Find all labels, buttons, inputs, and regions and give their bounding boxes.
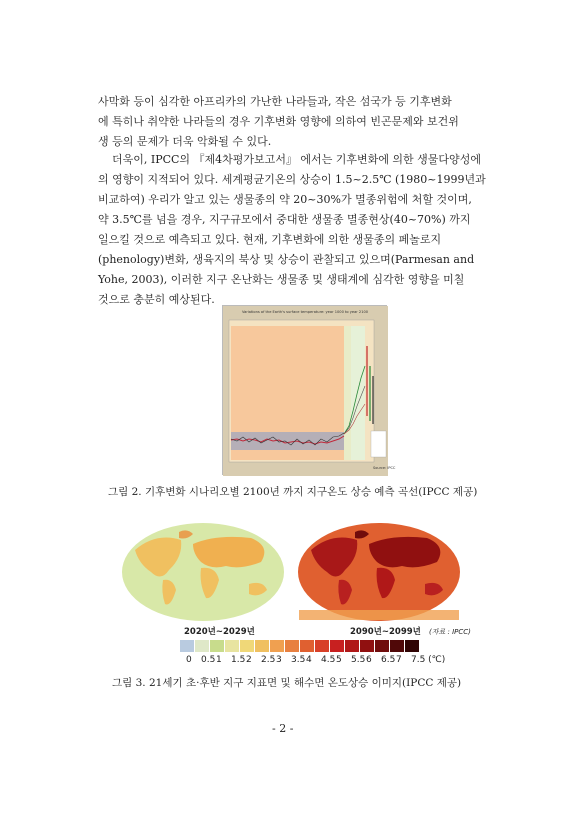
text-line: 생 등의 문제가 더욱 악화될 수 있다.	[98, 135, 272, 148]
legend-tick-label: 3.5	[291, 655, 306, 665]
legend-swatch	[180, 640, 194, 652]
text-line: 의 영향이 지적되어 있다. 세계평균기온의 상승이 1.5~2.5℃ (1980~1999년과	[98, 173, 486, 186]
legend-tick-label: 0	[186, 655, 192, 665]
legend-swatch	[210, 640, 224, 652]
temperature-chart-image	[223, 306, 396, 476]
paragraph-2	[98, 150, 490, 310]
text-line: 것으로 충분히 예상된다.	[98, 293, 215, 306]
legend-swatch	[255, 640, 269, 652]
legend-tick-label: 4	[306, 655, 312, 665]
legend-swatch	[270, 640, 284, 652]
text-line: 일으킬 것으로 예측되고 있다. 현재, 기후변화에 의한 생물종의 페놀로지	[98, 233, 442, 246]
legend-tick-label: 1	[216, 655, 222, 665]
legend-tick-label: 2	[246, 655, 252, 665]
page-number: - 2 -	[272, 722, 294, 735]
figure-3-caption: 그림 3. 21세기 초·후반 지구 지표면 및 해수면 온도상승 이미지(IPCC 제공)	[112, 677, 462, 689]
paragraph-1	[98, 92, 490, 152]
legend-tick-label: 0.5	[201, 655, 216, 665]
legend-tick-label: 2.5	[261, 655, 276, 665]
figure-2-caption: 그림 2. 기후변화 시나리오별 2100년 까지 지구온도 상승 예측 곡선(IPCC 제공)	[108, 486, 478, 498]
text-line: 사막화 등이 심각한 아프리카의 가난한 나라들과, 작은 섬국가 등 기후변화	[98, 95, 452, 108]
map-image-2020s	[121, 522, 286, 622]
legend-swatch	[315, 640, 329, 652]
legend-tick-label: 7.5 (℃)	[411, 655, 446, 665]
text-line: Yohe, 2003), 이러한 지구 온난화는 생물종 및 생태계에 심각한 영향을 미칠	[98, 273, 465, 286]
text-line: 비교하여) 우리가 알고 있는 생물종의 약 20~30%가 멸종위험에 처할 것이며,	[98, 193, 472, 206]
text-line: (phenology)변화, 생육지의 북상 및 상승이 관찰되고 있으며(Parmesan and	[98, 253, 475, 266]
legend-tick-label: 3	[276, 655, 282, 665]
legend-swatch	[330, 640, 344, 652]
temperature-chart-figure	[222, 305, 396, 475]
legend-swatch	[225, 640, 239, 652]
map-source: (자료 : IPCC)	[429, 628, 471, 636]
legend-swatch	[360, 640, 374, 652]
legend-swatch	[405, 640, 419, 652]
legend-tick-label: 1.5	[231, 655, 246, 665]
text-line: 에 특히나 취약한 나라들의 경우 기후변화 영향에 의하여 빈곤문제와 보건위	[98, 115, 459, 128]
legend-tick-label: 5.5	[351, 655, 366, 665]
legend-tick-label: 6	[366, 655, 372, 665]
text-line: 약 3.5℃를 넘을 경우, 지구규모에서 중대한 생물종 멸종현상(40~70%) 까지	[98, 213, 471, 226]
world-map-2090s	[297, 522, 462, 622]
legend-swatch	[195, 640, 209, 652]
legend-tick-label: 4.5	[321, 655, 336, 665]
legend-ticks	[186, 655, 446, 665]
legend-swatch	[300, 640, 314, 652]
legend-tick-label: 7	[396, 655, 402, 665]
legend-swatch	[375, 640, 389, 652]
map-label-2090s: 2090년~2099년	[350, 627, 421, 637]
legend-tick-label: 6.5	[381, 655, 396, 665]
text-line: 더욱이, IPCC의 『제4차평가보고서』 에서는 기후변화에 의한 생물다양성에	[98, 153, 481, 166]
figure1-title: Variations of the Earth's surface temperature: year 1000 to year 2100	[241, 310, 369, 314]
legend-swatch	[285, 640, 299, 652]
temperature-legend	[180, 640, 420, 652]
map-image-2090s	[297, 522, 462, 622]
legend-tick-label: 5	[336, 655, 342, 665]
world-map-2020s	[121, 522, 286, 622]
legend-swatch	[240, 640, 254, 652]
figure1-source: Source: IPCC	[373, 466, 396, 470]
legend-swatch	[345, 640, 359, 652]
legend-swatch	[390, 640, 404, 652]
map-label-2020s: 2020년~2029년	[184, 627, 255, 637]
